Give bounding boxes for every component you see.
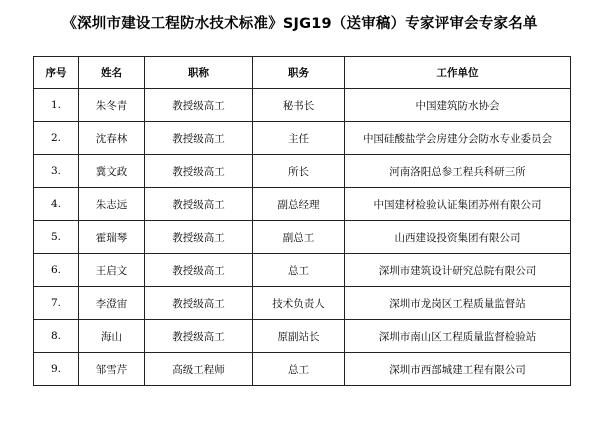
cell-professional-title: 高级工程师 (145, 353, 253, 386)
cell-serial-number: 7. (34, 287, 79, 320)
cell-name: 冀文政 (79, 155, 145, 188)
table-row (34, 221, 571, 254)
cell-professional-title: 教授级高工 (145, 89, 253, 122)
cell-work-unit: 深圳市西部城建工程有限公司 (345, 353, 571, 386)
cell-work-unit: 河南洛阳总参工程兵科研三所 (345, 155, 571, 188)
cell-work-unit: 深圳市南山区工程质量监督检验站 (345, 320, 571, 353)
cell-name: 霍瑞琴 (79, 221, 145, 254)
document-title: 《深圳市建设工程防水技术标准》SJG19（送审稿）专家评审会专家名单 (62, 16, 538, 32)
table-row (34, 188, 571, 221)
cell-position: 所长 (253, 155, 345, 188)
table-header-row (34, 57, 571, 89)
cell-work-unit: 中国建材检验认证集团苏州有限公司 (345, 188, 571, 221)
cell-name: 沈春林 (79, 122, 145, 155)
cell-position: 总工 (253, 254, 345, 287)
header-work-unit: 工作单位 (345, 57, 571, 89)
cell-name: 李澄宙 (79, 287, 145, 320)
cell-name: 王启文 (79, 254, 145, 287)
cell-name: 邹雪芹 (79, 353, 145, 386)
cell-work-unit: 中国建筑防水协会 (345, 89, 571, 122)
cell-serial-number: 8. (34, 320, 79, 353)
table-row (34, 353, 571, 386)
cell-name: 朱志远 (79, 188, 145, 221)
cell-work-unit: 山西建设投资集团有限公司 (345, 221, 571, 254)
cell-work-unit: 深圳市建筑设计研究总院有限公司 (345, 254, 571, 287)
cell-professional-title: 教授级高工 (145, 221, 253, 254)
cell-serial-number: 6. (34, 254, 79, 287)
cell-work-unit: 中国硅酸盐学会房建分会防水专业委员会 (345, 122, 571, 155)
cell-position: 原副站长 (253, 320, 345, 353)
cell-serial-number: 3. (34, 155, 79, 188)
cell-serial-number: 4. (34, 188, 79, 221)
header-professional-title: 职称 (145, 57, 253, 89)
table-row (34, 320, 571, 353)
cell-professional-title: 教授级高工 (145, 122, 253, 155)
cell-serial-number: 5. (34, 221, 79, 254)
header-name: 姓名 (79, 57, 145, 89)
cell-position: 技术负责人 (253, 287, 345, 320)
cell-position: 主任 (253, 122, 345, 155)
cell-professional-title: 教授级高工 (145, 320, 253, 353)
cell-position: 总工 (253, 353, 345, 386)
cell-serial-number: 9. (34, 353, 79, 386)
cell-serial-number: 2. (34, 122, 79, 155)
header-serial-number: 序号 (34, 57, 79, 89)
cell-work-unit: 深圳市龙岗区工程质量监督站 (345, 287, 571, 320)
cell-professional-title: 教授级高工 (145, 155, 253, 188)
table-row (34, 155, 571, 188)
table-row (34, 287, 571, 320)
table-row (34, 254, 571, 287)
table-row (34, 89, 571, 122)
cell-position: 副总工 (253, 221, 345, 254)
cell-serial-number: 1. (34, 89, 79, 122)
cell-name: 海山 (79, 320, 145, 353)
cell-professional-title: 教授级高工 (145, 254, 253, 287)
expert-list-table (33, 56, 571, 386)
cell-professional-title: 教授级高工 (145, 188, 253, 221)
cell-name: 朱冬青 (79, 89, 145, 122)
table-row (34, 122, 571, 155)
header-position: 职务 (253, 57, 345, 89)
cell-position: 副总经理 (253, 188, 345, 221)
cell-position: 秘书长 (253, 89, 345, 122)
cell-professional-title: 教授级高工 (145, 287, 253, 320)
